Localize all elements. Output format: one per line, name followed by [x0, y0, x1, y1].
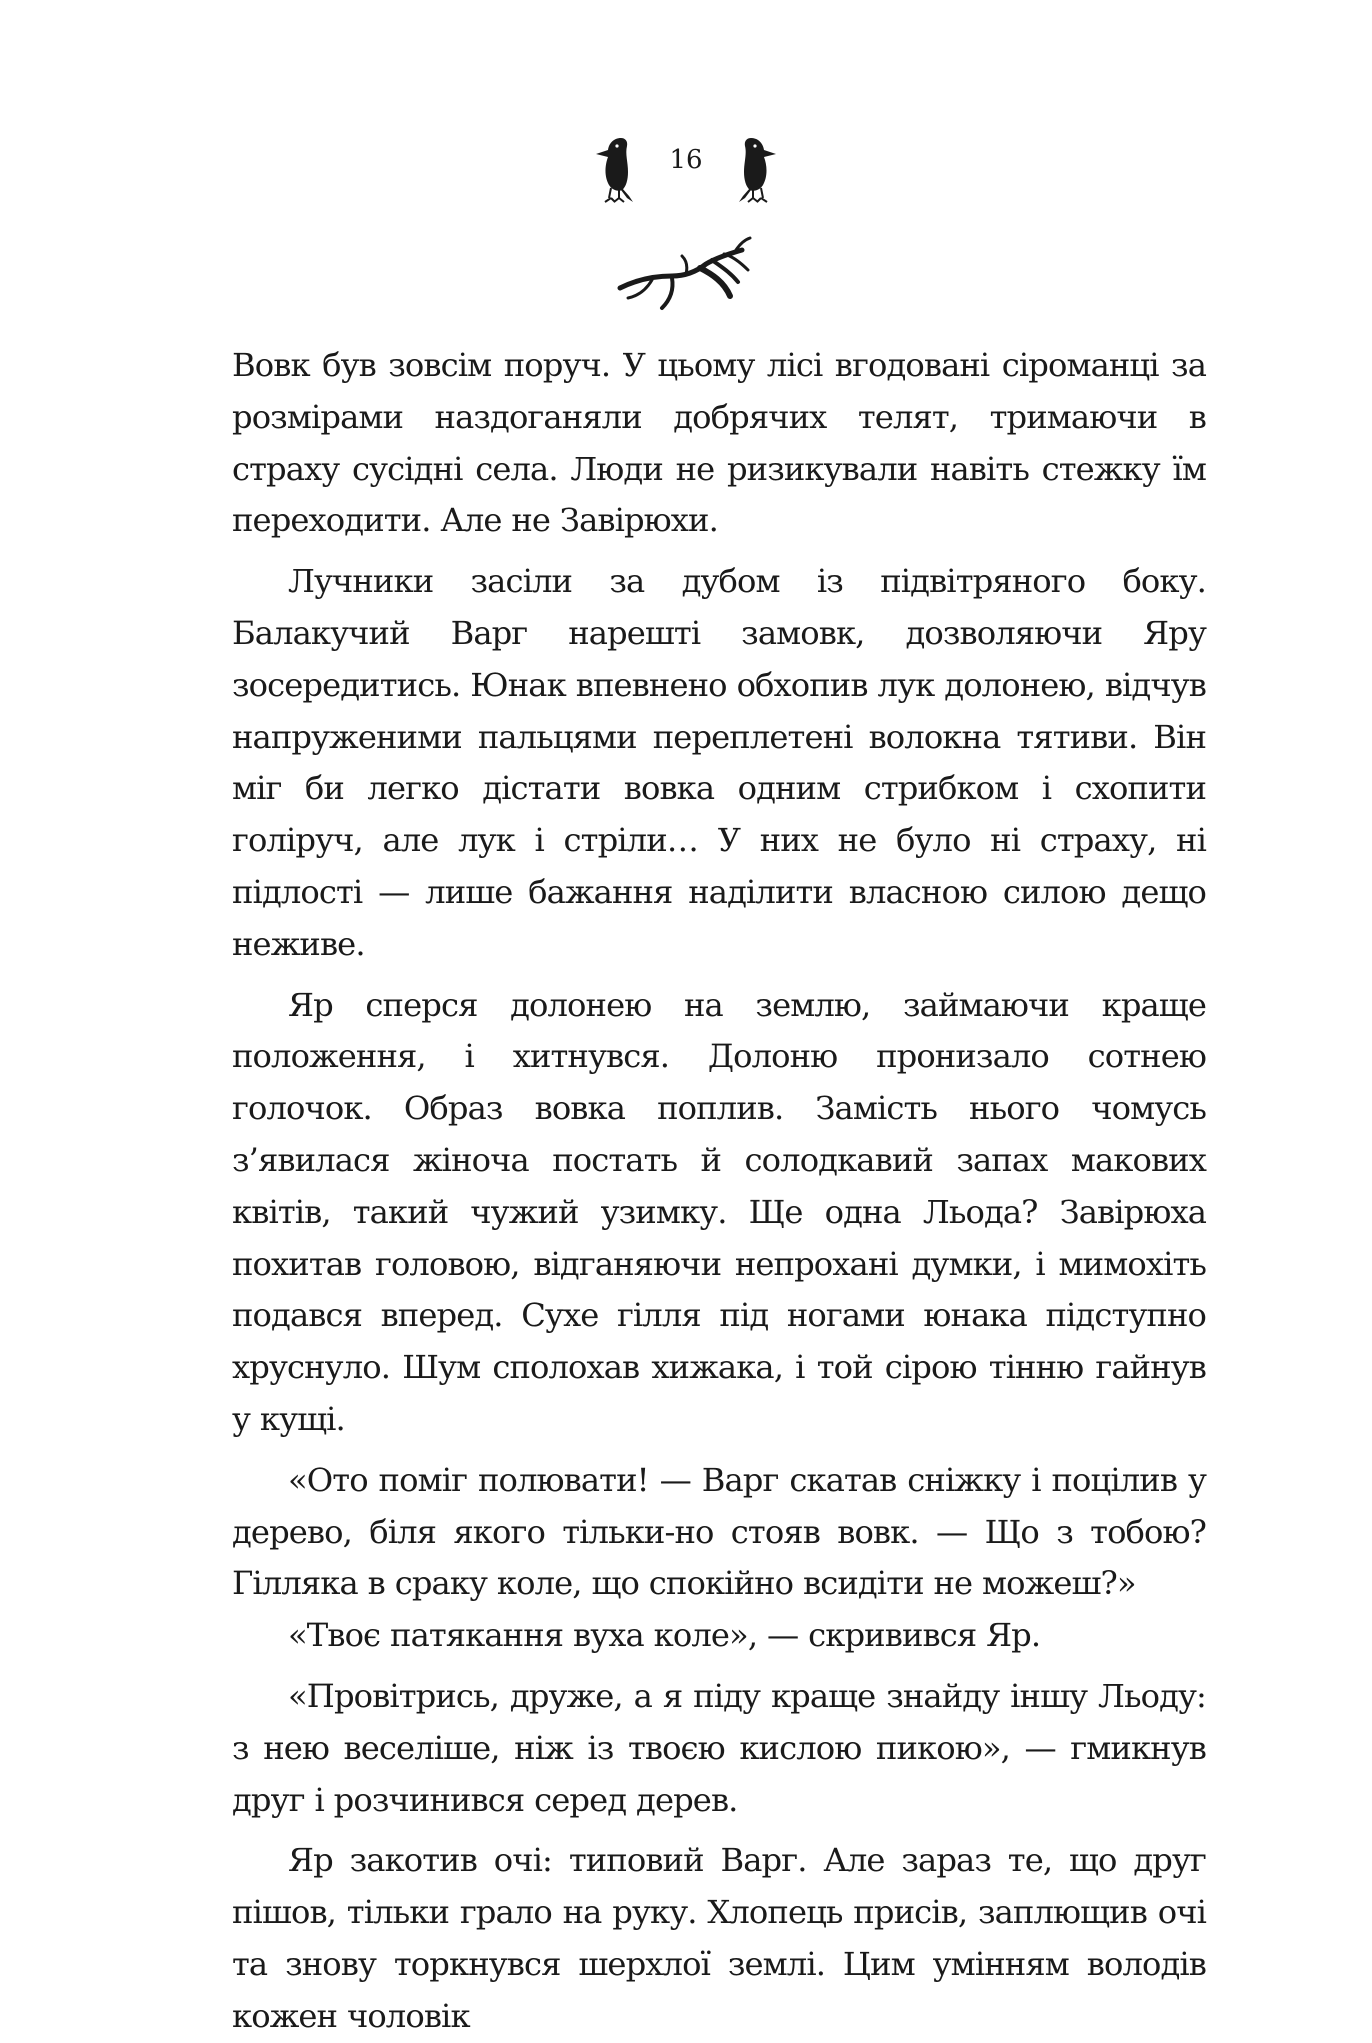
branch-icon [616, 236, 756, 314]
paragraph: «Твоє патякання вуха коле», — скривився Яр. [288, 1616, 1041, 1655]
page-number: 16 [669, 145, 703, 175]
paragraph: Лучники засіли за дубом із підвітряного боку. Балакучий Варг нарешті замовк, дозволяючи Яру зосередитись. Юнак впевнено обхопив лук долонею, відчув напруженими пальцями переплетені волокна тятиви. Він міг би легко дістати вовка одним стрибком і схопити голіруч, але лук і стріли… У них не було ні страху, ні підлості — лише бажання наділити власною силою дещо неживе. [232, 562, 1206, 963]
body-text [232, 340, 1206, 2043]
paragraph: «Ото поміг полювати! — Варг скатав сніжку і поцілив у дерево, біля якого тільки-но стояв вовк. — Що з тобою? Гілляка в сраку коле, що спокійно всидіти не можеш?» [232, 1460, 1206, 1603]
paragraph: Яр закотив очі: типовий Варг. Але зараз те, що друг пішов, тільки грало на руку. Хлопець присів, заплющив очі та знову торкнувся шерхлої землі. Цим умінням володів кожен чоловік [232, 1841, 1206, 2035]
chapter-divider [0, 236, 1372, 316]
raven-icon [591, 132, 643, 204]
raven-icon [729, 132, 781, 204]
paragraph: Вовк був зовсім поруч. У цьому лісі вгодовані сіроманці за розмірами наздоганяли добрячих телят, тримаючи в страху сусідні села. Люди не ризикували навіть стежку їм переходити. Але не Завірюхи. [232, 346, 1206, 540]
paragraph: «Провітрись, друже, а я піду краще знайду іншу Льоду: з нею веселіше, ніж із твоєю кислою пикою», — гмикнув друг і розчинився серед дерев. [232, 1676, 1206, 1819]
paragraph: Яр сперся долонею на землю, займаючи краще положення, і хитнувся. Долоню пронизало сотнею голочок. Образ вовка поплив. Замість нього чомусь з’явилася жіноча постать й солодкавий запах макових квітів, такий чужий узимку. Ще одна Льода? Завірюха похитав головою, відганяючи непрохані думки, і мимохіть подався вперед. Сухе гілля під ногами юнака підступно хруснуло. Шум сполохав хижака, і той сірою тінню гайнув у кущі. [232, 985, 1206, 1438]
page-header [0, 128, 1372, 208]
